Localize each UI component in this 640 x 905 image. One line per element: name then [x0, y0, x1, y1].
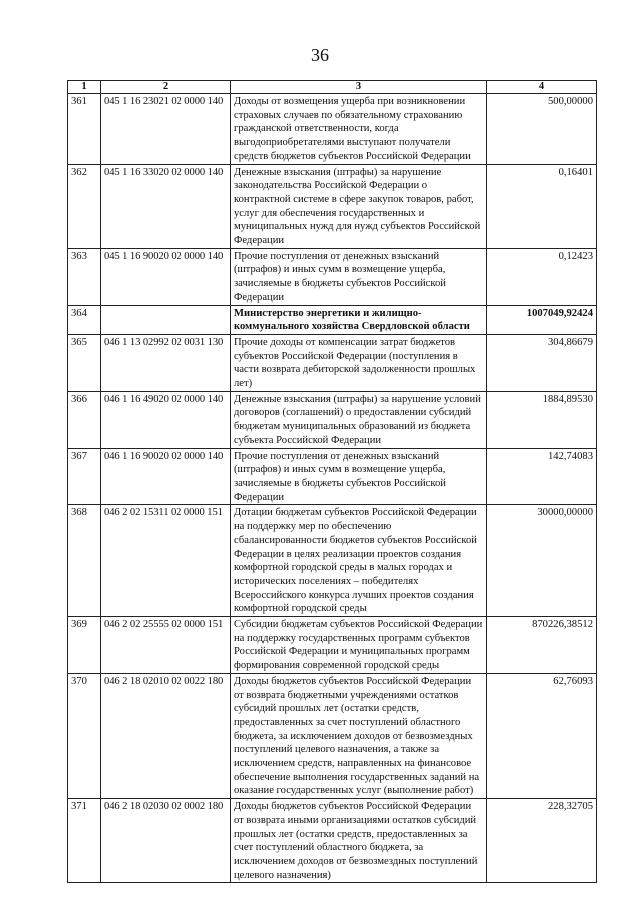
table-row: [68, 94, 597, 165]
table-row: [68, 305, 597, 334]
revenue-name: Доходы бюджетов субъектов Российской Федерации от возврата бюджетными учреждениями остатков субсидий прошлых лет (остатки средств, предоставленных за счет поступлений областного бюджета, за исключением доходов от безвозмездных поступлений целевого назначения, а также за исключением средств, направленных на финансовое обеспечение выполнения государственных заданий на оказание государственных услуг (выполнение работ): [231, 673, 487, 798]
revenue-name: Субсидии бюджетам субъектов Российской Федерации на поддержку государственных программ субъектов Российской Федерации и муниципальных программ формирования современной городской среды: [231, 617, 487, 674]
amount-value: 62,76093: [487, 673, 597, 798]
table-row: [68, 448, 597, 505]
row-number: 368: [68, 505, 101, 617]
header-col-3: 3: [231, 81, 487, 94]
revenue-name: Денежные взыскания (штрафы) за нарушение законодательства Российской Федерации о контрактной системе в сфере закупок товаров, работ, услуг для обеспечения государственных и муниципальных нужд для нужд субъектов Российской Федерации: [231, 164, 487, 248]
row-number: 366: [68, 391, 101, 448]
amount-value: 30000,00000: [487, 505, 597, 617]
budget-code: 046 2 18 02010 02 0022 180: [101, 673, 231, 798]
amount-value: 1884,89530: [487, 391, 597, 448]
table-row: [68, 505, 597, 617]
revenue-name: Дотации бюджетам субъектов Российской Федерации на поддержку мер по обеспечению сбалансированности бюджетов субъектов Российской Федерации в целях реализации проектов создания комфортной городской среды в малых городах и исторических поселениях – победителях Всероссийского конкурса лучших проектов создания комфортной городской среды: [231, 505, 487, 617]
budget-code: 045 1 16 90020 02 0000 140: [101, 248, 231, 305]
amount-value: 0,16401: [487, 164, 597, 248]
budget-code: 046 1 16 90020 02 0000 140: [101, 448, 231, 505]
row-number: 362: [68, 164, 101, 248]
amount-value: 500,00000: [487, 94, 597, 165]
page-number: 36: [311, 45, 329, 65]
table-row: [68, 334, 597, 391]
budget-code: 046 1 13 02992 02 0031 130: [101, 334, 231, 391]
revenue-name: Прочие доходы от компенсации затрат бюджетов субъектов Российской Федерации (поступления в части возврата дебиторской задолженности прошлых лет): [231, 334, 487, 391]
budget-code: 046 2 02 15311 02 0000 151: [101, 505, 231, 617]
revenue-name: Денежные взыскания (штрафы) за нарушение условий договоров (соглашений) о предоставлении субсидий бюджетам муниципальных образований из бюджета субъекта Российской Федерации: [231, 391, 487, 448]
header-col-2: 2: [101, 81, 231, 94]
revenue-name: Прочие поступления от денежных взысканий (штрафов) и иных сумм в возмещение ущерба, зачисляемые в бюджеты субъектов Российской Федерации: [231, 448, 487, 505]
revenue-name: Министерство энергетики и жилищно-коммунального хозяйства Свердловской области: [231, 305, 487, 334]
header-col-4: 4: [487, 81, 597, 94]
row-number: 370: [68, 673, 101, 798]
row-number: 364: [68, 305, 101, 334]
table-header-row: [68, 81, 597, 94]
budget-code: 045 1 16 23021 02 0000 140: [101, 94, 231, 165]
table-row: [68, 617, 597, 674]
budget-code: 046 2 18 02030 02 0002 180: [101, 799, 231, 883]
header-col-1: 1: [68, 81, 101, 94]
amount-value: 304,86679: [487, 334, 597, 391]
table-row: [68, 164, 597, 248]
amount-value: 0,12423: [487, 248, 597, 305]
budget-revenue-table: [67, 80, 597, 883]
revenue-name: Доходы от возмещения ущерба при возникновении страховых случаев по обязательному страхованию гражданской ответственности, когда выгодоприобретателями выступают получатели средств бюджетов субъектов Российской Федерации: [231, 94, 487, 165]
row-number: 369: [68, 617, 101, 674]
revenue-name: Доходы бюджетов субъектов Российской Федерации от возврата иными организациями остатков субсидий прошлых лет (остатки средств, предоставленных за счет поступлений областного бюджета, за исключением доходов от безвозмездных поступлений целевого назначения): [231, 799, 487, 883]
row-number: 361: [68, 94, 101, 165]
budget-code: 046 1 16 49020 02 0000 140: [101, 391, 231, 448]
table-row: [68, 799, 597, 883]
amount-value: 870226,38512: [487, 617, 597, 674]
budget-code: [101, 305, 231, 334]
row-number: 363: [68, 248, 101, 305]
revenue-name: Прочие поступления от денежных взысканий (штрафов) и иных сумм в возмещение ущерба, зачисляемые в бюджеты субъектов Российской Федерации: [231, 248, 487, 305]
amount-value: 142,74083: [487, 448, 597, 505]
row-number: 367: [68, 448, 101, 505]
row-number: 371: [68, 799, 101, 883]
amount-value: 228,32705: [487, 799, 597, 883]
amount-value: 1007049,92424: [487, 305, 597, 334]
row-number: 365: [68, 334, 101, 391]
budget-code: 045 1 16 33020 02 0000 140: [101, 164, 231, 248]
table-row: [68, 391, 597, 448]
table-row: [68, 673, 597, 798]
table-row: [68, 248, 597, 305]
budget-code: 046 2 02 25555 02 0000 151: [101, 617, 231, 674]
